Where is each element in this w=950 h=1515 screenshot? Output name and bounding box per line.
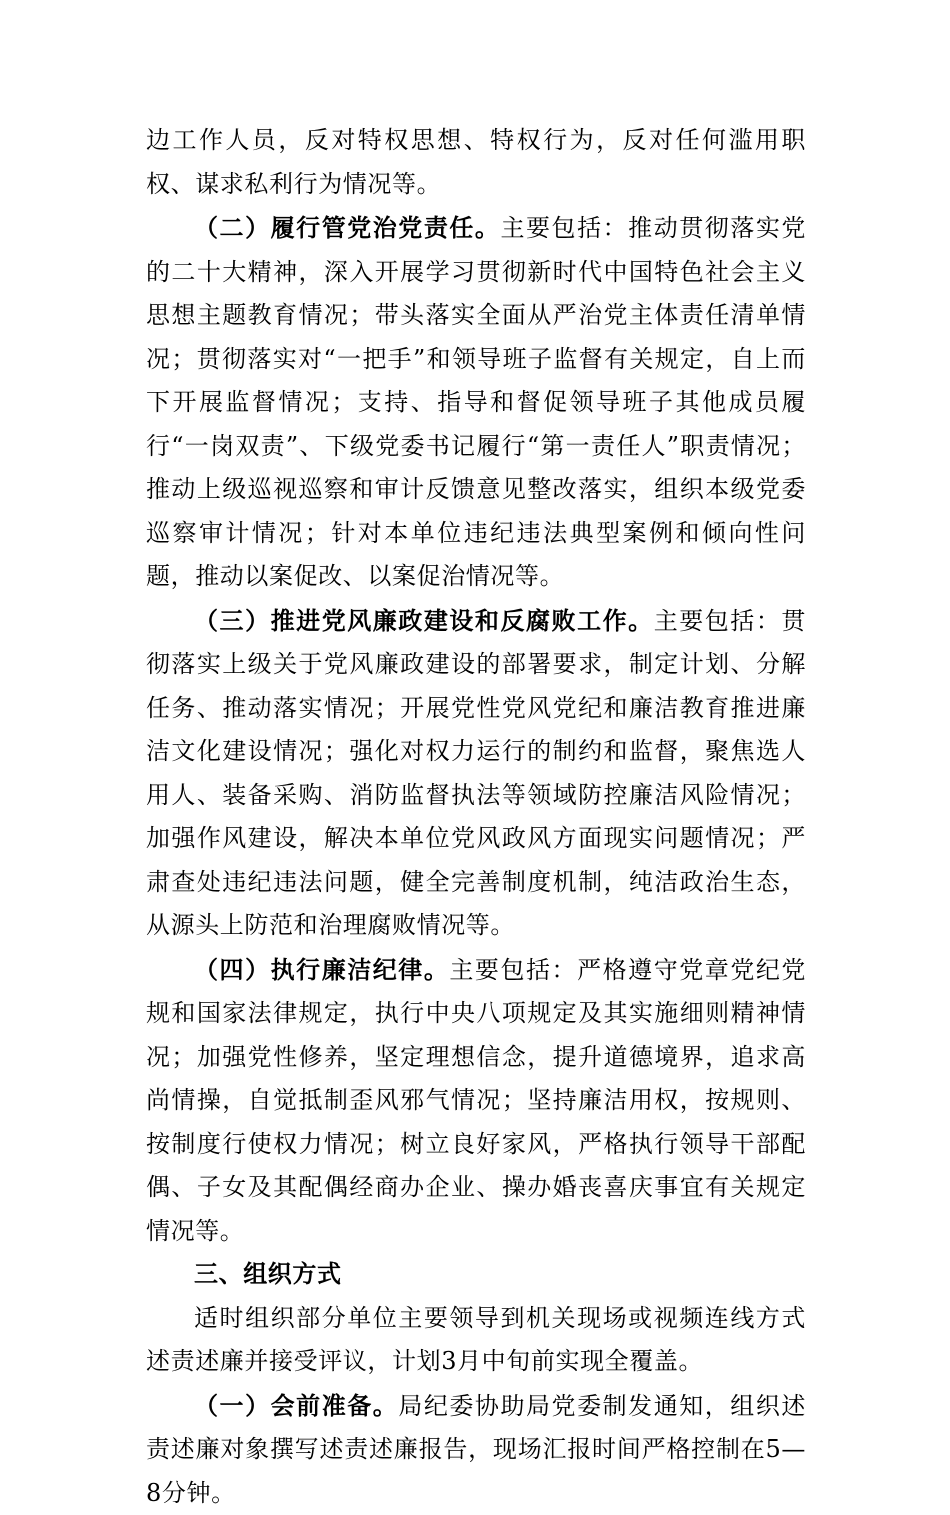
body-party-governance: 主要包括：推动贯彻落实党的二十大精神，深入开展学习贯彻新时代中国特色社会主义思想主题教育情况；带头落实全面从严治党主体责任清单情况；贯彻落实对“一把手”和领导班子监督有关规定，自上而下开展监督情况；支持、指导和督促领导班子其他成员履行“一岗双责”、下级党委书记履行“第一责任人”职责情况；推动上级巡视巡察和审计反馈意见整改落实，组织本级党委巡察审计情况；针对本单位违纪违法典型案例和倾向性问题，推动以案促改、以案促治情况等。	[146, 214, 806, 590]
document-body	[146, 119, 806, 1515]
body-integrity-discipline: 主要包括：严格遵守党章党纪党规和国家法律规定，执行中央八项规定及其实施细则精神情况；加强党性修养，坚定理想信念，提升道德境界，追求高尚情操，自觉抵制歪风邪气情况；坚持廉洁用权，按规则、按制度行使权力情况；树立良好家风，严格执行领导干部配偶、子女及其配偶经商办企业、操办婚丧喜庆事宜有关规定情况等。	[146, 956, 806, 1245]
paragraph-preparation	[146, 1384, 806, 1515]
paragraph-integrity-discipline	[146, 948, 806, 1254]
subheading-integrity-discipline: （四）执行廉洁纪律。	[194, 955, 449, 984]
subheading-party-governance: （二）履行管党治党责任。	[194, 213, 500, 242]
paragraph-organization-intro: 适时组织部分单位主要领导到机关现场或视频连线方式述责述廉并接受评议，计划3月中旬前实现全覆盖。	[146, 1297, 806, 1384]
paragraph-party-governance	[146, 206, 806, 599]
paragraph-anti-corruption	[146, 599, 806, 948]
subheading-anti-corruption: （三）推进党风廉政建设和反腐败工作。	[194, 606, 654, 635]
section-title-organization: 三、组织方式	[146, 1253, 806, 1297]
body-anti-corruption: 主要包括：贯彻落实上级关于党风廉政建设的部署要求，制定计划、分解任务、推动落实情况；开展党性党风党纪和廉洁教育推进廉洁文化建设情况；强化对权力运行的制约和监督，聚焦选人用人、装备采购、消防监督执法等领域防控廉洁风险情况；加强作风建设，解决本单位党风政风方面现实问题情况；严肃查处违纪违法问题，健全完善制度机制，纯洁政治生态，从源头上防范和治理腐败情况等。	[146, 607, 806, 940]
paragraph-continuation: 边工作人员，反对特权思想、特权行为，反对任何滥用职权、谋求私利行为情况等。	[146, 119, 806, 206]
body-preparation: 局纪委协助局党委制发通知，组织述责述廉对象撰写述责述廉报告，现场汇报时间严格控制在5—8分钟。	[146, 1392, 806, 1507]
subheading-preparation: （一）会前准备。	[194, 1391, 398, 1420]
